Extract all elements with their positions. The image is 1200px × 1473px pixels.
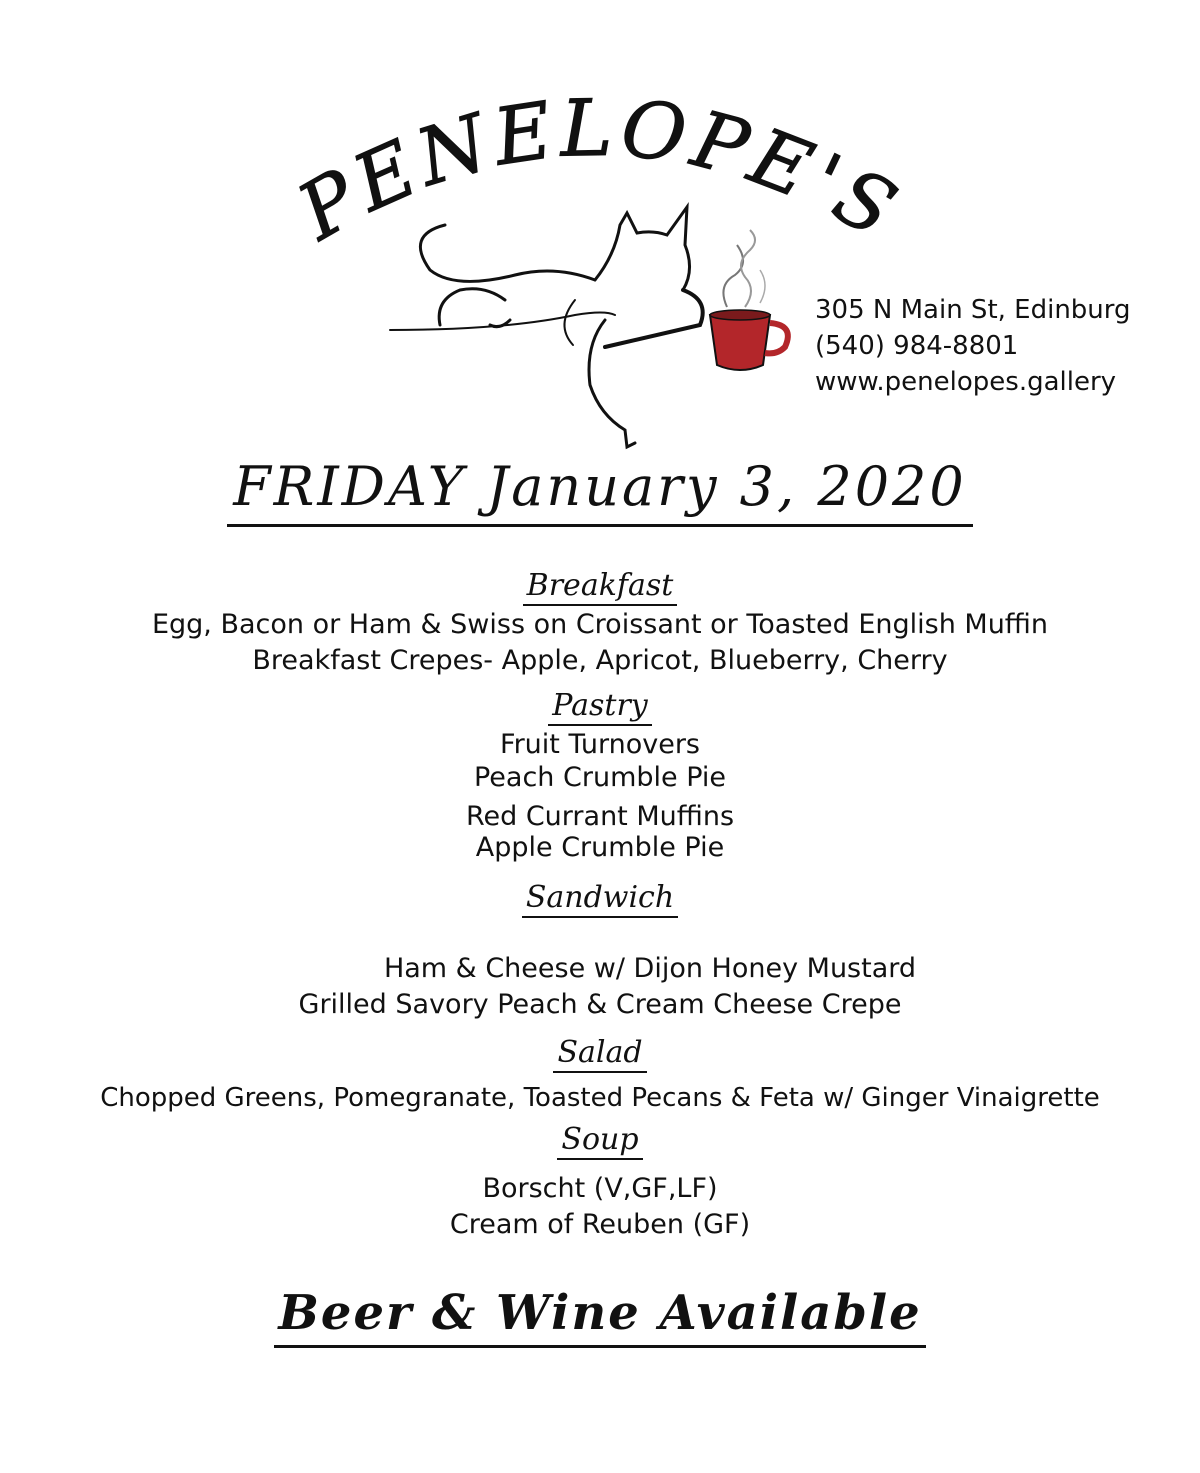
- pastry-item: Peach Crumble Pie: [473, 762, 727, 793]
- pastry-heading: [0, 688, 1200, 726]
- soup-heading-text: Soup: [557, 1122, 642, 1160]
- logo-name: PENELOPE'S: [284, 85, 915, 259]
- penelopes-logo: [255, 85, 955, 465]
- website-link[interactable]: www.penelopes.gallery: [815, 367, 1117, 397]
- date-heading: [0, 455, 1200, 527]
- pastry-item: Apple Crumble Pie: [475, 832, 725, 863]
- salad-item: Chopped Greens, Pomegranate, Toasted Pecans & Feta w/ Ginger Vinaigrette: [100, 1083, 1100, 1113]
- soup-heading: [0, 1122, 1200, 1160]
- beer-wine-text: Beer & Wine Available: [274, 1285, 925, 1348]
- pastry-heading-text: Pastry: [548, 688, 651, 726]
- breakfast-heading-text: Breakfast: [523, 568, 678, 606]
- salad-heading: [0, 1035, 1200, 1073]
- breakfast-item: Egg, Bacon or Ham & Swiss on Croissant or Toasted English Muffin: [151, 609, 1049, 640]
- coffee-cup-icon: [710, 230, 788, 370]
- sandwich-item: Grilled Savory Peach & Cream Cheese Crepe: [298, 989, 902, 1020]
- cat-icon: [390, 207, 703, 447]
- soup-item: Borscht (V,GF,LF): [482, 1173, 718, 1204]
- pastry-item: Fruit Turnovers: [500, 729, 700, 760]
- pastry-item: Red Currant Muffins: [465, 801, 735, 832]
- sandwich-heading: [0, 880, 1200, 918]
- salad-heading-text: Salad: [553, 1035, 646, 1073]
- breakfast-item: Breakfast Crepes- Apple, Apricot, Blueberry, Cherry: [252, 645, 948, 676]
- contact-block: [815, 292, 1131, 400]
- soup-item: Cream of Reuben (GF): [449, 1209, 751, 1240]
- breakfast-heading: [0, 568, 1200, 606]
- date-title-text: FRIDAY January 3, 2020: [227, 455, 973, 527]
- sandwich-item: Ham & Cheese w/ Dijon Honey Mustard: [383, 953, 917, 984]
- footer-banner: [0, 1285, 1200, 1348]
- phone-text: (540) 984-8801: [815, 331, 1019, 361]
- address-text: 305 N Main St, Edinburg: [815, 295, 1131, 325]
- sandwich-heading-text: Sandwich: [522, 880, 678, 918]
